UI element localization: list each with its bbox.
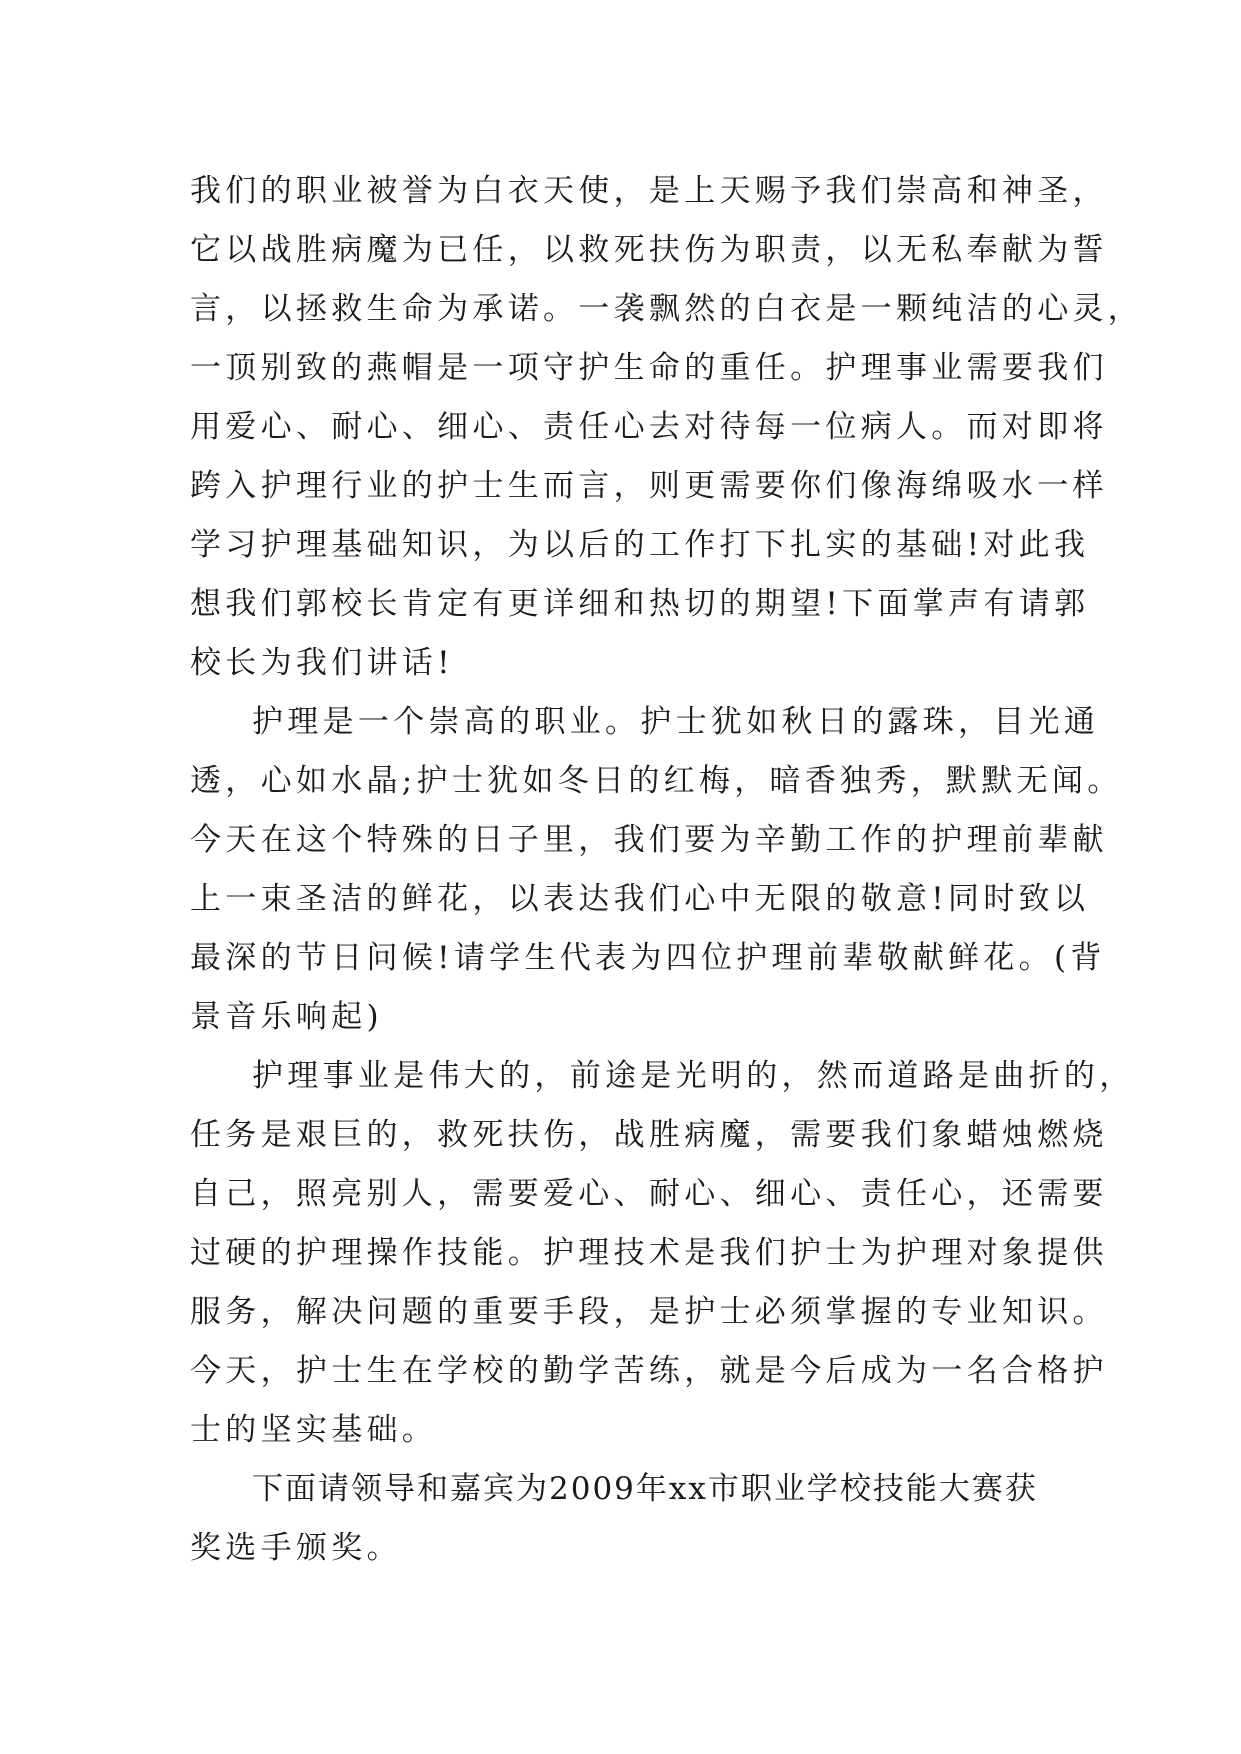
paragraph-1-line-1: 我们的职业被誉为白衣天使，是上天赐予我们崇高和神圣，	[190, 173, 1108, 209]
paragraph-1-line-9: 校长为我们讲话!	[190, 645, 454, 681]
paragraph-1-line-3: 言，以拯救生命为承诺。一袭飘然的白衣是一颗纯洁的心灵，	[190, 291, 1144, 327]
paragraph-3-line-1: 护理事业是伟大的，前途是光明的，然而道路是曲折的，	[252, 1058, 1135, 1094]
paragraph-1-line-2: 它以战胜病魔为已任，以救死扶伤为职责，以无私奉献为誓	[190, 232, 1108, 268]
paragraph-2-line-6: 景音乐响起)	[190, 999, 383, 1035]
paragraph-3-line-3: 自己，照亮别人，需要爱心、耐心、细心、责任心，还需要	[190, 1176, 1108, 1212]
paragraph-2-line-2: 透，心如水晶;护士犹如冬日的红梅，暗香独秀，默默无闻。	[190, 763, 1123, 799]
paragraph-4-line-2: 奖选手颁奖。	[190, 1530, 402, 1566]
paragraph-1-line-7: 学习护理基础知识，为以后的工作打下扎实的基础!对此我	[190, 527, 1090, 563]
paragraph-2-line-5: 最深的节日问候!请学生代表为四位护理前辈敬献鲜花。(背	[190, 940, 1106, 976]
paragraph-3-line-4: 过硬的护理操作技能。护理技术是我们护士为护理对象提供	[190, 1235, 1108, 1271]
paragraph-3-line-2: 任务是艰巨的，救死扶伤，战胜病魔，需要我们象蜡烛燃烧	[190, 1117, 1108, 1153]
paragraph-4-line-1: 下面请领导和嘉宾为2009年xx市职业学校技能大赛获	[252, 1471, 1038, 1507]
paragraph-2-line-3: 今天在这个特殊的日子里，我们要为辛勤工作的护理前辈献	[190, 822, 1108, 858]
paragraph-1-line-6: 跨入护理行业的护士生而言，则更需要你们像海绵吸水一样	[190, 468, 1108, 504]
paragraph-3-line-6: 今天，护士生在学校的勤学苦练，就是今后成为一名合格护	[190, 1353, 1108, 1389]
paragraph-2-line-4: 上一束圣洁的鲜花，以表达我们心中无限的敬意!同时致以	[190, 881, 1090, 917]
paragraph-3-line-7: 士的坚实基础。	[190, 1412, 438, 1448]
paragraph-1-line-5: 用爱心、耐心、细心、责任心去对待每一位病人。而对即将	[190, 409, 1108, 445]
document-body	[190, 162, 1144, 1578]
paragraph-3-line-5: 服务，解决问题的重要手段，是护士必须掌握的专业知识。	[190, 1294, 1108, 1330]
paragraph-1-line-4: 一顶别致的燕帽是一项守护生命的重任。护理事业需要我们	[190, 350, 1108, 386]
paragraph-1-line-8: 想我们郭校长肯定有更详细和热切的期望!下面掌声有请郭	[190, 586, 1090, 622]
paragraph-2-line-1: 护理是一个崇高的职业。护士犹如秋日的露珠，目光通	[252, 704, 1100, 740]
